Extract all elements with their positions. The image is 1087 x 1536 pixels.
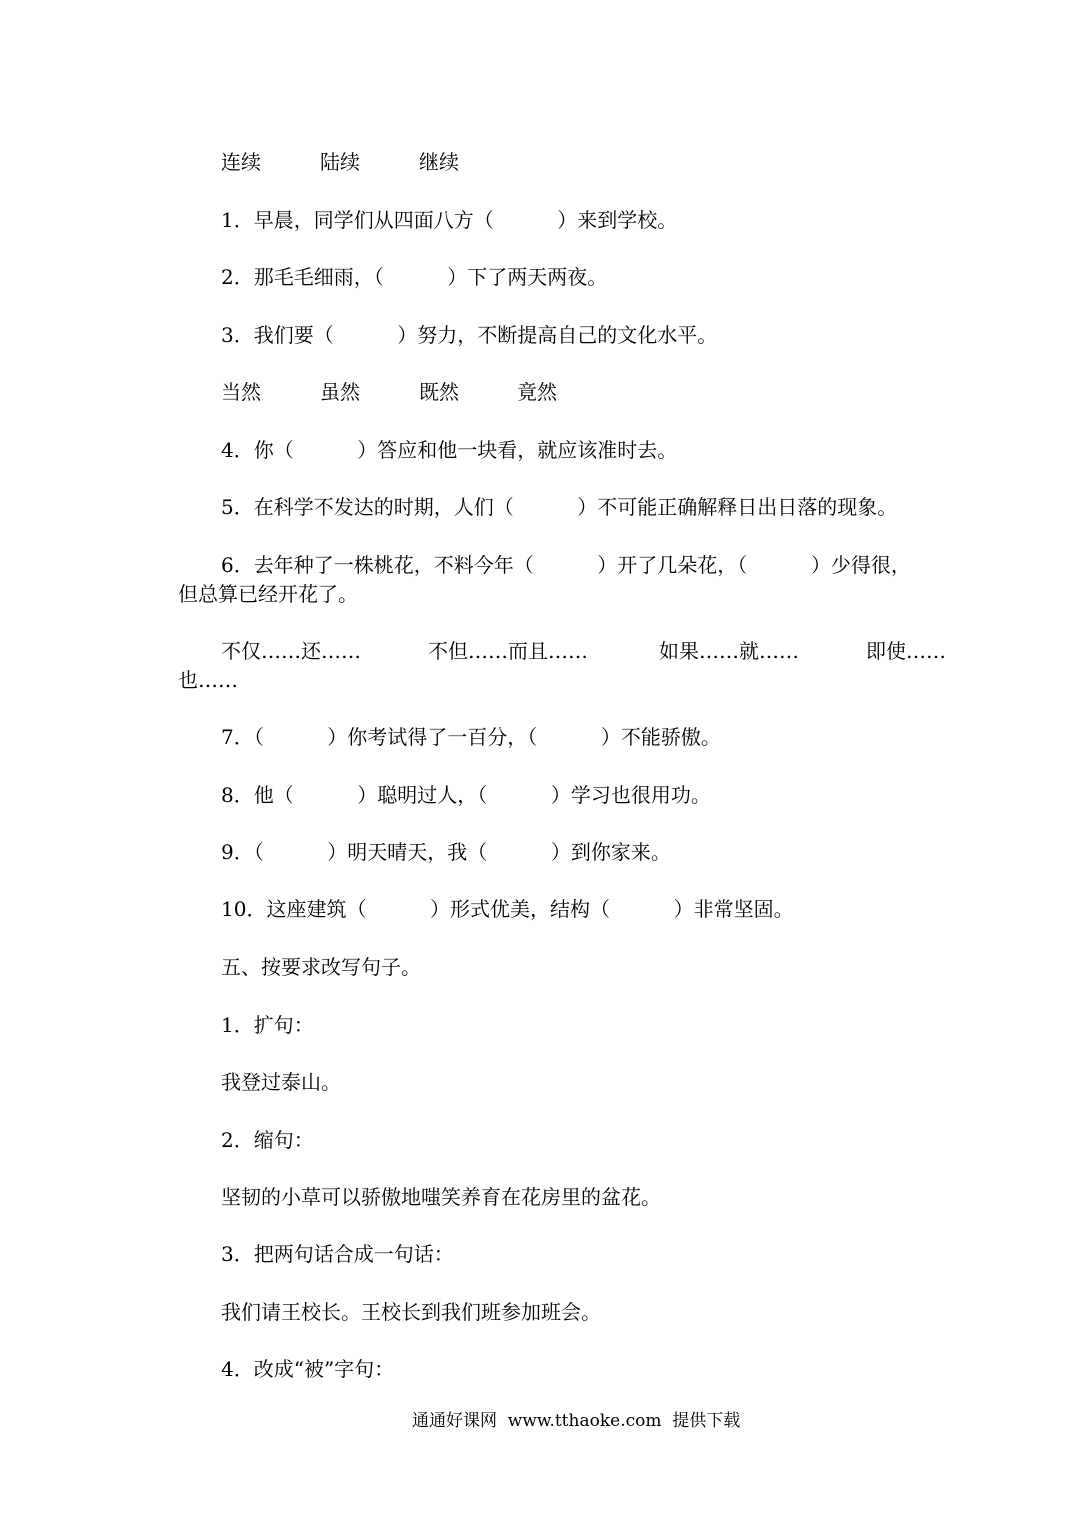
word-option-budan-erqie: 不但……而且…… [428,639,588,663]
question-9: 9．（ ）明天晴天，我（ ）到你家来。 [221,840,671,864]
question-6-line-2: 但总算已经开花了。 [178,582,358,606]
sentence-1-label: 1．扩句： [221,1013,314,1037]
sentence-1-text: 我登过泰山。 [221,1070,341,1094]
word-option-luxu: 陆续 [320,150,360,174]
word-option-jingran: 竟然 [517,380,557,404]
question-8: 8．他（ ）聪明过人，（ ）学习也很用功。 [221,783,711,807]
question-10: 10．这座建筑（ ）形式优美，结构（ ）非常坚固。 [221,897,794,921]
word-option-suiran: 虽然 [320,380,360,404]
word-option-jiran: 既然 [419,380,459,404]
sentence-3-text: 我们请王校长。王校长到我们班参加班会。 [221,1300,601,1324]
sentence-4-label: 4．改成“被”字句： [221,1357,395,1381]
word-option-jixu: 继续 [419,150,459,174]
word-option-bujin-hai: 不仅……还…… [221,639,361,663]
word-option-ye: 也…… [178,668,238,692]
question-5: 5．在科学不发达的时期，人们（ ）不可能正确解释日出日落的现象。 [221,495,898,519]
question-6-line-1: 6．去年种了一株桃花，不料今年（ ）开了几朵花，（ ）少得很， [221,553,911,577]
question-2: 2．那毛毛细雨，（ ）下了两天两夜。 [221,265,608,289]
footer-text: 通通好课网 www.tthaoke.com 提供下载 [412,1411,741,1431]
word-option-lianxu: 连续 [221,150,261,174]
question-3: 3．我们要（ ）努力，不断提高自己的文化水平。 [221,323,718,347]
question-4: 4．你（ ）答应和他一块看，就应该准时去。 [221,438,678,462]
question-1: 1．早晨，同学们从四面八方（ ）来到学校。 [221,208,678,232]
word-option-ruguo-jiu: 如果……就…… [659,639,799,663]
word-option-dangran: 当然 [221,380,261,404]
section-5-title: 五、按要求改写句子。 [221,955,421,979]
question-7: 7．（ ）你考试得了一百分，（ ）不能骄傲。 [221,725,721,749]
sentence-2-label: 2．缩句： [221,1128,314,1152]
sentence-2-text: 坚韧的小草可以骄傲地嗤笑养育在花房里的盆花。 [221,1185,661,1209]
word-option-jishi: 即使…… [866,639,946,663]
sentence-3-label: 3．把两句话合成一句话： [221,1242,454,1266]
